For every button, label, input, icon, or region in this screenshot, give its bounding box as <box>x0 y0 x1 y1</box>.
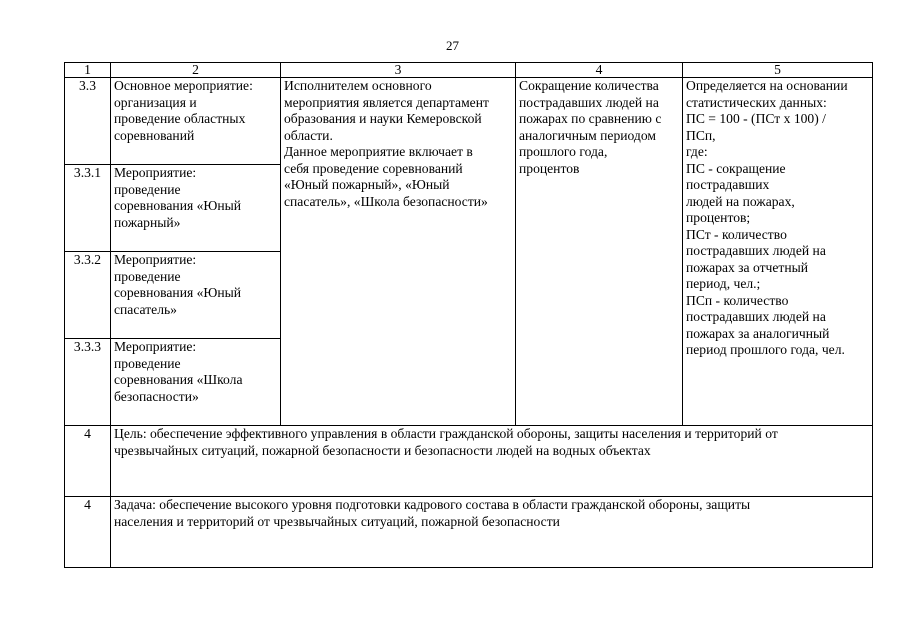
executor-description: Исполнителем основного мероприятия является департамент образования и науки Кемеровской области. Данное мероприятие включает в себя проведение соревнований «Юный пожарный», «Юный спасатель», «Школа безопасности» <box>281 78 516 426</box>
page-number: 27 <box>446 38 459 53</box>
header-cell-2: 2 <box>111 63 281 78</box>
header-cell-4: 4 <box>516 63 683 78</box>
measure-name: Мероприятие: проведение соревнования «Юный спасатель» <box>111 252 281 339</box>
indicator-name: Сокращение количества пострадавших людей на пожарах по сравнению с аналогичным периодом прошлого года, процентов <box>516 78 683 426</box>
header-cell-1: 1 <box>65 63 111 78</box>
goal-row <box>65 426 873 497</box>
task-row <box>65 497 873 568</box>
header-cell-5: 5 <box>683 63 873 78</box>
measure-name: Мероприятие: проведение соревнования «Школа безопасности» <box>111 339 281 426</box>
row-number: 3.3.3 <box>65 339 111 426</box>
row-number: 3.3.2 <box>65 252 111 339</box>
table-row <box>65 78 873 165</box>
header-row <box>65 63 873 78</box>
indicator-formula: Определяется на основании статистических данных: ПС = 100 - (ПСт х 100) / ПСп, где: ПС - сокращение пострадавших людей на пожарах, процентов; ПСт - количество пострадавших людей на пожарах за отчетный период, чел.; ПСп - количество пострадавших людей на пожарах за аналогичный период прошлого года, чел. <box>683 78 873 426</box>
goal-text: Цель: обеспечение эффективного управления в области гражданской обороны, защиты населения и территорий от чрезвычайных ситуаций, пожарной безопасности и безопасности людей на водных объектах <box>111 426 873 497</box>
row-number: 3.3.1 <box>65 165 111 252</box>
measure-name: Мероприятие: проведение соревнования «Юный пожарный» <box>111 165 281 252</box>
row-number: 3.3 <box>65 78 111 165</box>
task-number: 4 <box>65 497 111 568</box>
goal-number: 4 <box>65 426 111 497</box>
measure-name: Основное мероприятие: организация и проведение областных соревнований <box>111 78 281 165</box>
header-cell-3: 3 <box>281 63 516 78</box>
measures-table <box>64 62 873 568</box>
task-text: Задача: обеспечение высокого уровня подготовки кадрового состава в области гражданской обороны, защиты населения и территорий от чрезвычайных ситуаций, пожарной безопасности <box>111 497 873 568</box>
